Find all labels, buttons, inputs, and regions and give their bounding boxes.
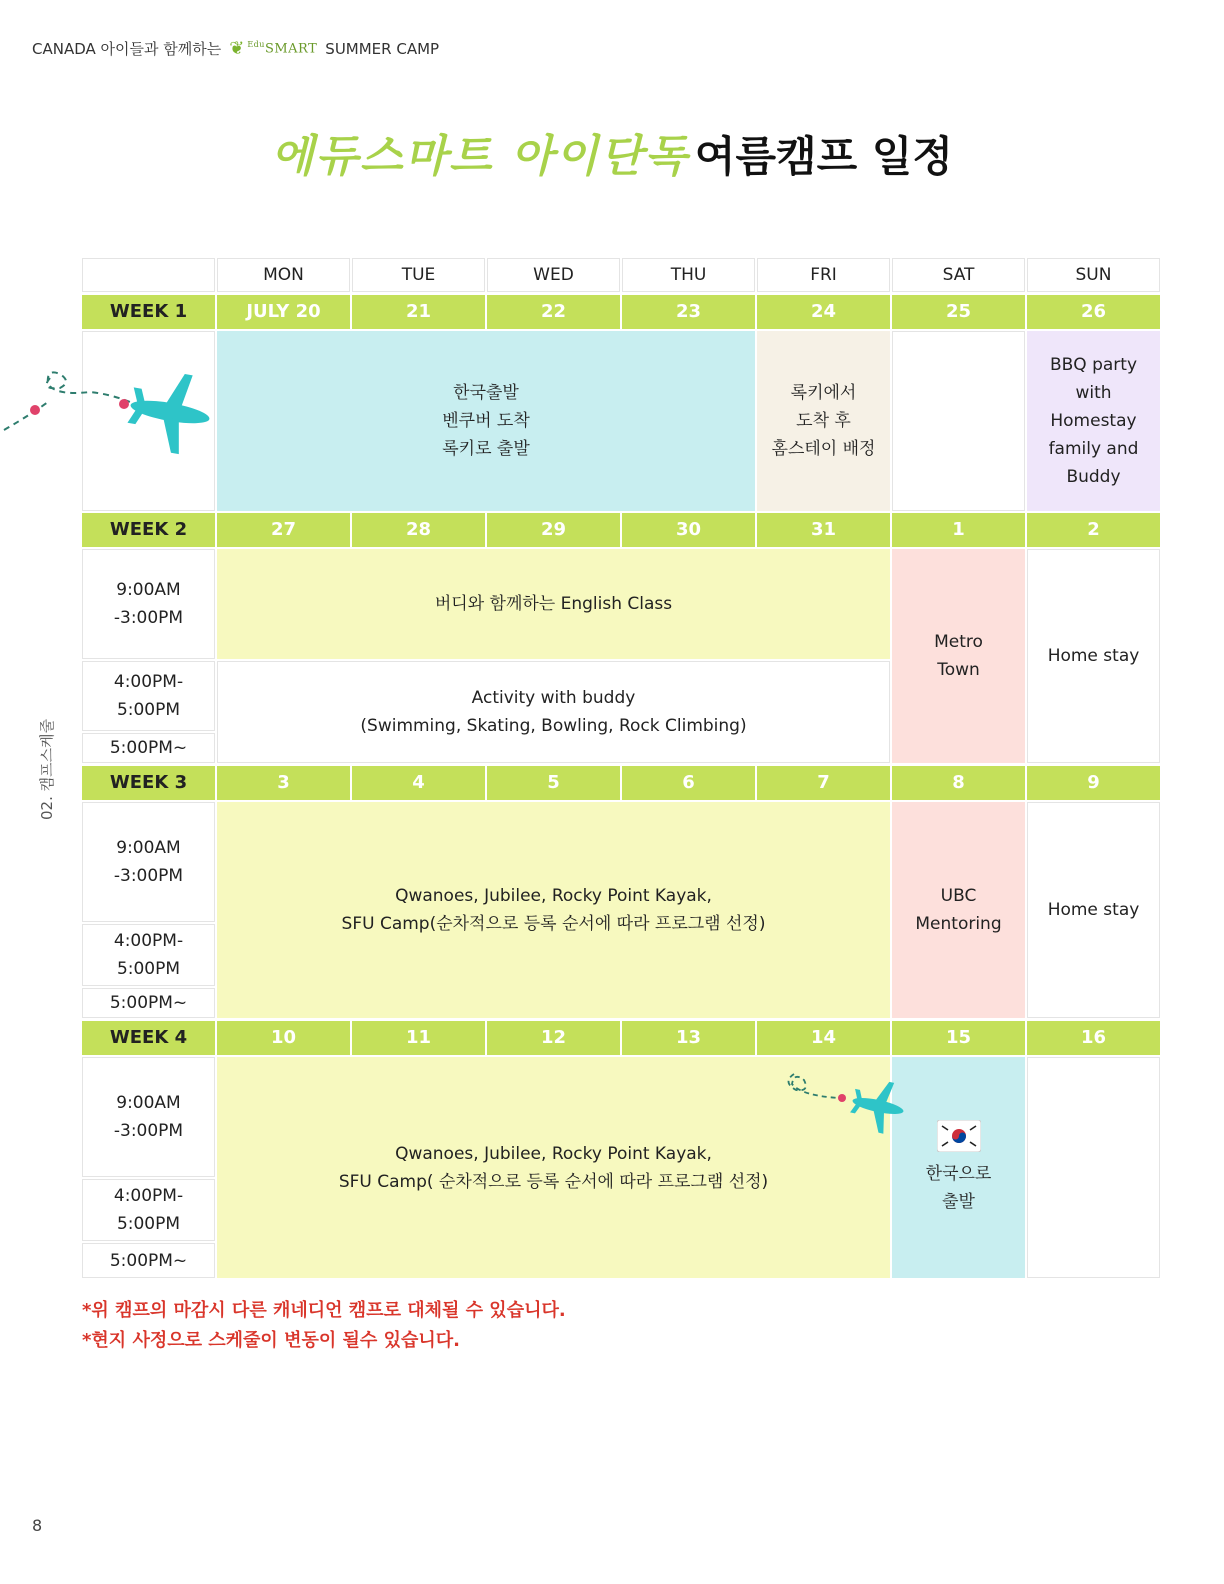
- date-cell: 16: [1027, 1021, 1160, 1055]
- date-cell: 8: [892, 766, 1025, 800]
- homestay-block: Home stay: [1027, 549, 1160, 763]
- date-cell: 25: [892, 295, 1025, 329]
- page-number: 8: [32, 1516, 43, 1535]
- date-cell: 28: [352, 513, 485, 547]
- camp-program-block: Qwanoes, Jubilee, Rocky Point Kayak, SFU Camp(순차적으로 등록 순서에 따라 프로그램 선정): [217, 802, 890, 1018]
- day-header-sun: SUN: [1027, 258, 1160, 292]
- title-handwritten: 에듀스마트 아이단독: [271, 131, 689, 182]
- corner-cell: [82, 258, 215, 292]
- date-cell: 26: [1027, 295, 1160, 329]
- english-class-block: 버디와 함께하는 English Class: [217, 549, 890, 659]
- date-cell: 13: [622, 1021, 755, 1055]
- date-cell: 14: [757, 1021, 890, 1055]
- return-korea-text: 한국으로 출발: [925, 1163, 992, 1212]
- time-evening: 5:00PM~: [82, 988, 215, 1018]
- date-cell: 15: [892, 1021, 1025, 1055]
- airplane-icon: [780, 1062, 910, 1138]
- date-cell: 12: [487, 1021, 620, 1055]
- time-afternoon: 4:00PM- 5:00PM: [82, 924, 215, 986]
- date-cell: 31: [757, 513, 890, 547]
- day-header-mon: MON: [217, 258, 350, 292]
- metro-town-block: Metro Town: [892, 549, 1025, 763]
- date-cell: 10: [217, 1021, 350, 1055]
- week-3-label: WEEK 3: [82, 766, 215, 800]
- day-header-thu: THU: [622, 258, 755, 292]
- date-cell: 22: [487, 295, 620, 329]
- date-cell: 21: [352, 295, 485, 329]
- page-header: [32, 38, 439, 59]
- page-title: [0, 120, 1224, 184]
- day-header-tue: TUE: [352, 258, 485, 292]
- header-suffix: SUMMER CAMP: [325, 39, 440, 58]
- ubc-mentoring-block: UBC Mentoring: [892, 802, 1025, 1018]
- korea-flag-icon: [937, 1120, 981, 1152]
- footnote: *위 캠프의 마감시 다른 캐네디언 캠프로 대체될 수 있습니다.: [82, 1300, 566, 1321]
- footnote: *현지 사정으로 스케줄이 변동이 될수 있습니다.: [82, 1330, 460, 1351]
- camp-program-block: Qwanoes, Jubilee, Rocky Point Kayak, SFU Camp( 순차적으로 등록 순서에 따라 프로그램 선정): [217, 1057, 890, 1278]
- time-afternoon: 4:00PM- 5:00PM: [82, 661, 215, 731]
- date-cell: 7: [757, 766, 890, 800]
- day-header-wed: WED: [487, 258, 620, 292]
- week-1-sat-empty: [892, 331, 1025, 511]
- footnotes: [82, 1296, 566, 1356]
- date-cell: 11: [352, 1021, 485, 1055]
- rocky-homestay-block: 록키에서 도착 후 홈스테이 배정: [757, 331, 890, 511]
- date-cell: 23: [622, 295, 755, 329]
- time-evening: 5:00PM~: [82, 1243, 215, 1278]
- side-label: 02. 캠프스케줄: [38, 718, 56, 820]
- date-cell: 27: [217, 513, 350, 547]
- date-cell: 2: [1027, 513, 1160, 547]
- time-morning: 9:00AM -3:00PM: [82, 802, 215, 922]
- bbq-party-block: BBQ party with Homestay family and Buddy: [1027, 331, 1160, 511]
- activity-buddy-block: Activity with buddy (Swimming, Skating, Bowling, Rock Climbing): [217, 661, 890, 763]
- time-morning: 9:00AM -3:00PM: [82, 549, 215, 659]
- week-1-label: WEEK 1: [82, 295, 215, 329]
- departure-block: 한국출발 벤쿠버 도착 록키로 출발: [217, 331, 755, 511]
- header-prefix: CANADA 아이들과 함께하는: [32, 40, 222, 58]
- date-cell: 9: [1027, 766, 1160, 800]
- date-cell: 4: [352, 766, 485, 800]
- week-2-label: WEEK 2: [82, 513, 215, 547]
- title-main: 여름캠프 일정: [694, 132, 953, 181]
- homestay-block: Home stay: [1027, 802, 1160, 1018]
- date-cell: 29: [487, 513, 620, 547]
- date-cell: 24: [757, 295, 890, 329]
- day-header-fri: FRI: [757, 258, 890, 292]
- date-cell: 6: [622, 766, 755, 800]
- week-4-sun-empty: [1027, 1057, 1160, 1278]
- date-cell: 5: [487, 766, 620, 800]
- date-cell: 30: [622, 513, 755, 547]
- week-4-label: WEEK 4: [82, 1021, 215, 1055]
- maple-leaf-icon: ❦: [229, 38, 245, 59]
- return-korea-block: [892, 1057, 1025, 1278]
- day-header-sat: SAT: [892, 258, 1025, 292]
- edusmart-logo: ❦ $^{Edu}$SMART: [229, 38, 318, 59]
- date-cell: 1: [892, 513, 1025, 547]
- time-morning: 9:00AM -3:00PM: [82, 1057, 215, 1177]
- time-evening: 5:00PM~: [82, 733, 215, 763]
- time-afternoon: 4:00PM- 5:00PM: [82, 1179, 215, 1241]
- date-cell: JULY 20: [217, 295, 350, 329]
- date-cell: 3: [217, 766, 350, 800]
- airplane-icon: [0, 360, 220, 460]
